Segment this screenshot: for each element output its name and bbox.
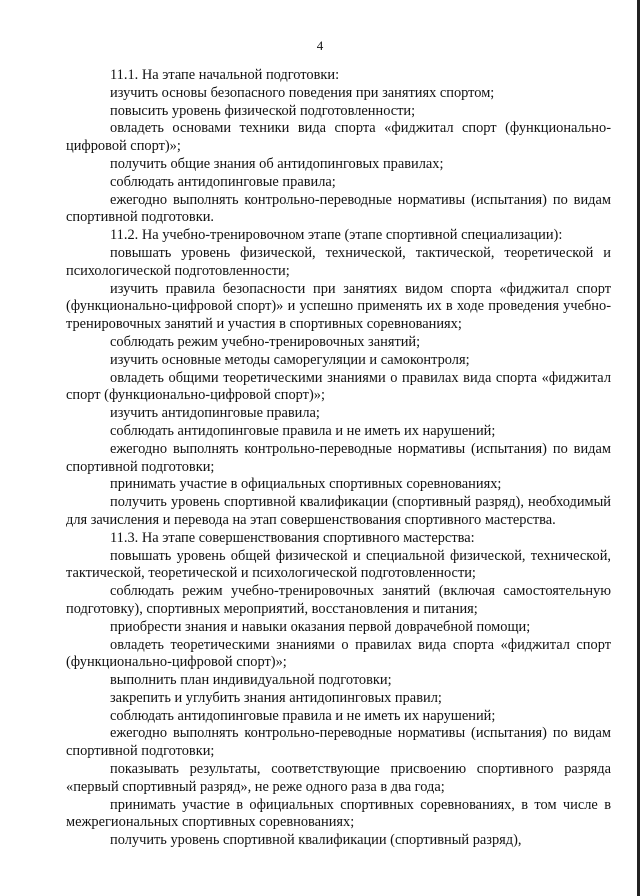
paragraph: выполнить план индивидуальной подготовки; (110, 672, 392, 689)
paragraph: овладеть основами техники вида спорта «фиджитал спорт (функционально-цифровой спорт)»; (66, 120, 611, 155)
paragraph: получить уровень спортивной квалификации (спортивный разряд), необходимый для зачисления и перевода на этап совершенствования спортивного мастерства. (66, 494, 611, 528)
paragraph: 11.1. На этапе начальной подготовки: (110, 67, 340, 83)
paragraph: показывать результаты, соответствующие присвоению спортивного разряда «первый спортивный разряд», не реже одного раза в два года; (66, 761, 611, 795)
paragraph: ежегодно выполнять контрольно-переводные нормативы (испытания) по видам спортивной подготовки. (66, 191, 611, 226)
paragraph: 11.3. На этапе совершенствования спортивного мастерства: (110, 529, 475, 546)
paragraph: соблюдать режим учебно-тренировочных занятий; (110, 333, 421, 350)
paragraph: изучить антидопинговые правила; (110, 405, 320, 422)
paragraph: изучить основные методы саморегуляции и самоконтроля; (110, 351, 470, 368)
paragraph: изучить правила безопасности при занятиях видом спорта «фиджитал спорт (функционально-цифровой спорт)» и успешно применять их в ходе проведения учебно-тренировочных занятий и участия в спортивных соревнованиях; (66, 280, 611, 333)
paragraph: принимать участие в официальных спортивных соревнованиях; (110, 476, 502, 493)
paragraph: соблюдать антидопинговые правила и не иметь их нарушений; (110, 422, 496, 439)
paragraph: повышать уровень общей физической и специальной физической, технической, тактической, теоретической и психологической подготовленности; (66, 547, 611, 582)
paragraph: закрепить и углубить знания антидопинговых правил; (110, 689, 442, 706)
paragraph: ежегодно выполнять контрольно-переводные нормативы (испытания) по видам спортивной подготовки; (66, 725, 611, 760)
paragraph: соблюдать антидопинговые правила и не иметь их нарушений; (110, 707, 496, 724)
paragraph: ежегодно выполнять контрольно-переводные нормативы (испытания) по видам спортивной подготовки; (66, 440, 611, 475)
paragraph: получить общие знания об антидопинговых правилах; (110, 155, 444, 172)
paragraph: повысить уровень физической подготовленности; (110, 102, 416, 119)
paragraph: соблюдать антидопинговые правила; (110, 173, 336, 190)
document-body (66, 67, 611, 850)
paragraph: получить уровень спортивной квалификации (спортивный разряд), (110, 832, 522, 849)
paragraph: овладеть теоретическими знаниями о правилах вида спорта «фиджитал спорт (функционально-цифровой спорт)»; (66, 636, 611, 671)
paragraph: повышать уровень физической, технической, тактической, теоретической и психологической подготовленности; (66, 244, 611, 279)
paragraph: 11.2. На учебно-тренировочном этапе (этапе спортивной специализации): (110, 227, 563, 244)
paragraph: соблюдать режим учебно-тренировочных занятий (включая самостоятельную подготовку), спортивных мероприятий, восстановления и питания; (66, 583, 611, 617)
paragraph: овладеть общими теоретическими знаниями о правилах вида спорта «фиджитал спорт (функционально-цифровой спорт)»; (66, 369, 611, 404)
paragraph: приобрести знания и навыки оказания первой доврачебной помощи; (110, 618, 531, 635)
paragraph: принимать участие в официальных спортивных соревнованиях, в том числе в межрегиональных спортивных соревнованиях; (66, 796, 611, 831)
page-number: 4 (316, 38, 324, 53)
paragraph: изучить основы безопасного поведения при занятиях спортом; (110, 84, 495, 101)
